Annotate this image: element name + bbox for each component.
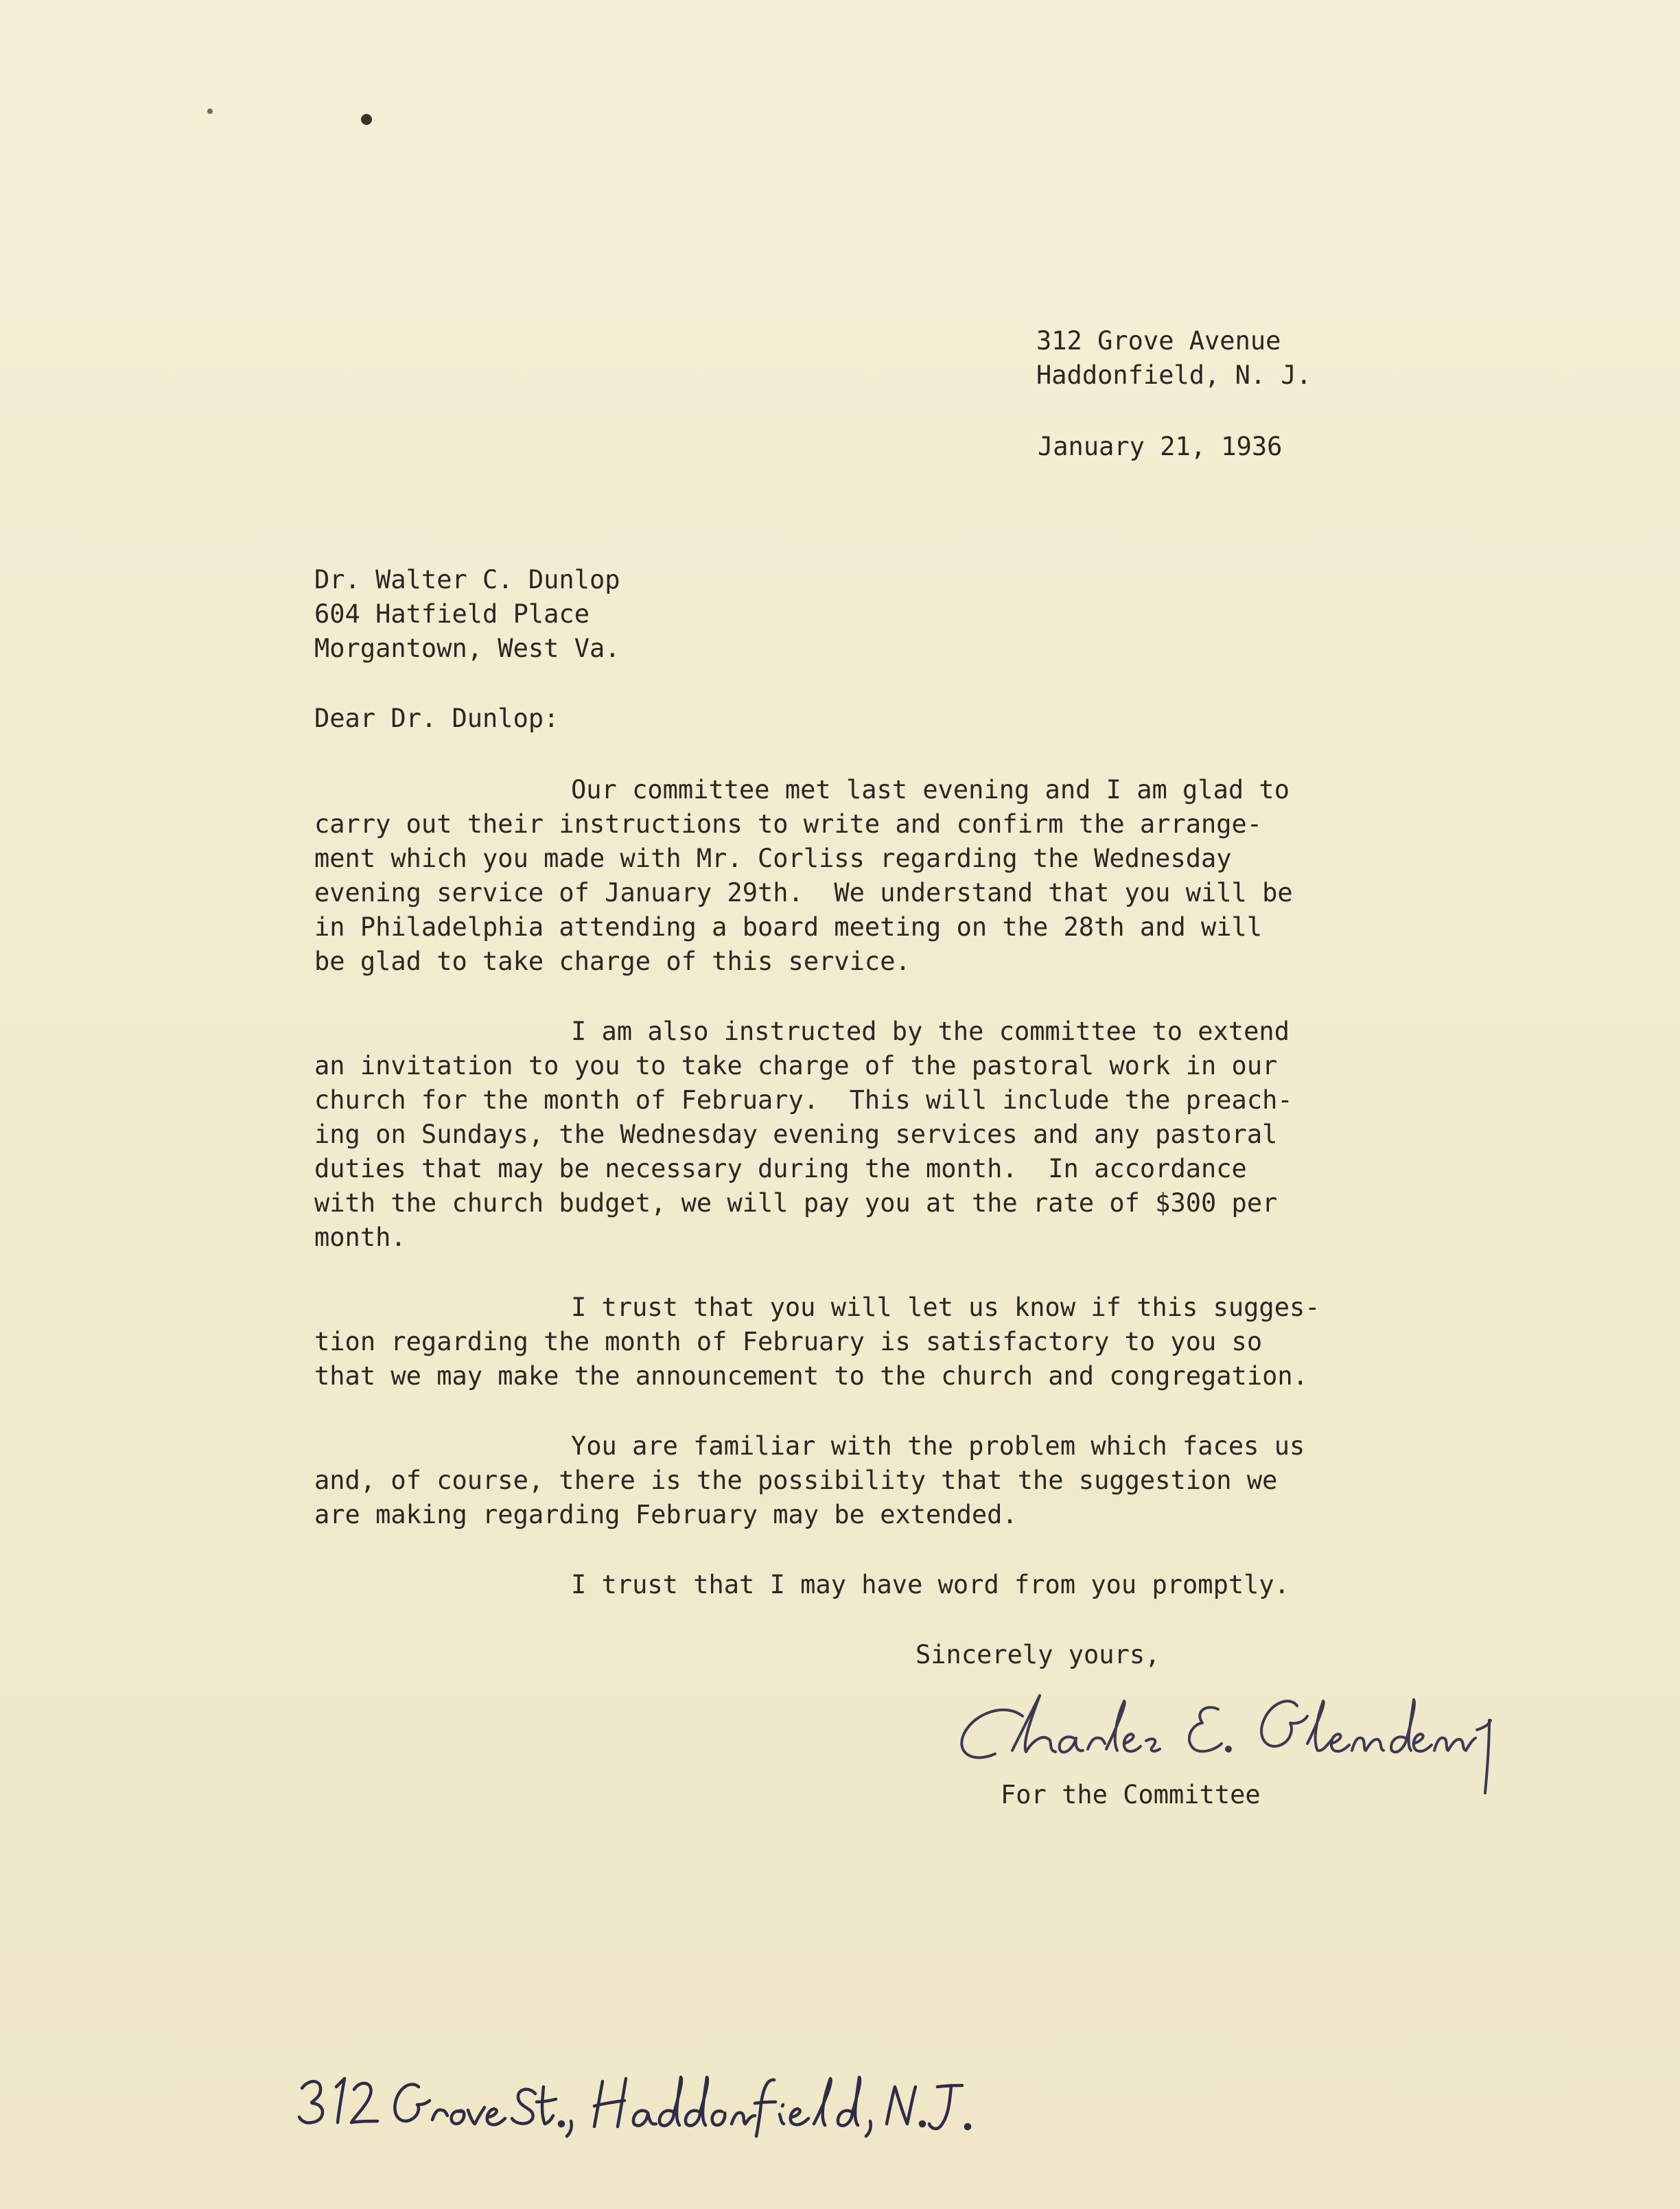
body-line: ing on Sundays, the Wednesday evening services and any pastoral: [314, 1120, 1278, 1149]
body-line: month.: [314, 1223, 406, 1252]
handwritten-address-image: [288, 2052, 975, 2149]
body-line: I am also instructed by the committee to extend: [571, 1017, 1290, 1046]
letter-date: January 21, 1936: [1038, 432, 1283, 461]
body-line: in Philadelphia attending a board meeting on the 28th and will: [314, 912, 1263, 942]
body-line: You are familiar with the problem which faces us: [571, 1431, 1305, 1461]
recipient-city: Morgantown, West Va.: [314, 634, 620, 663]
body-line: duties that may be necessary during the month. In accordance: [314, 1154, 1247, 1183]
body-line: Our committee met last evening and I am glad to: [571, 775, 1290, 805]
salutation: Dear Dr. Dunlop:: [314, 704, 559, 733]
body-line: church for the month of February. This will include the preach-: [314, 1085, 1293, 1115]
body-line: and, of course, there is the possibility that the suggestion we: [314, 1466, 1278, 1495]
body-line: I trust that you will let us know if this sugges-: [571, 1293, 1320, 1322]
body-line: be glad to take charge of this service.: [314, 947, 911, 976]
body-line: evening service of January 29th. We understand that you will be: [314, 878, 1293, 907]
closing: Sincerely yours,: [915, 1640, 1160, 1669]
body-line: carry out their instructions to write and confirm the arrange-: [314, 809, 1263, 839]
ink-dot: [207, 108, 213, 114]
body-line: that we may make the announcement to the church and congregation.: [314, 1361, 1308, 1391]
body-line: an invitation to you to take charge of the pastoral work in our: [314, 1051, 1278, 1080]
body-line: tion regarding the month of February is satisfactory to you so: [314, 1327, 1263, 1356]
body-line: ment which you made with Mr. Corliss regarding the Wednesday: [314, 844, 1232, 873]
body-line: are making regarding February may be extended.: [314, 1500, 1018, 1529]
body-line: with the church budget, we will pay you at the rate of $300 per: [314, 1188, 1278, 1218]
recipient-street: 604 Hatfield Place: [314, 599, 590, 629]
sender-address-line: 312 Grove Avenue: [1036, 326, 1281, 356]
ink-dot: [361, 114, 372, 125]
sender-address-line: Haddonfield, N. J.: [1036, 360, 1311, 390]
recipient-name: Dr. Walter C. Dunlop: [314, 565, 620, 594]
body-line: I trust that I may have word from you promptly.: [571, 1570, 1290, 1599]
signature-title: For the Committee: [1001, 1780, 1261, 1809]
